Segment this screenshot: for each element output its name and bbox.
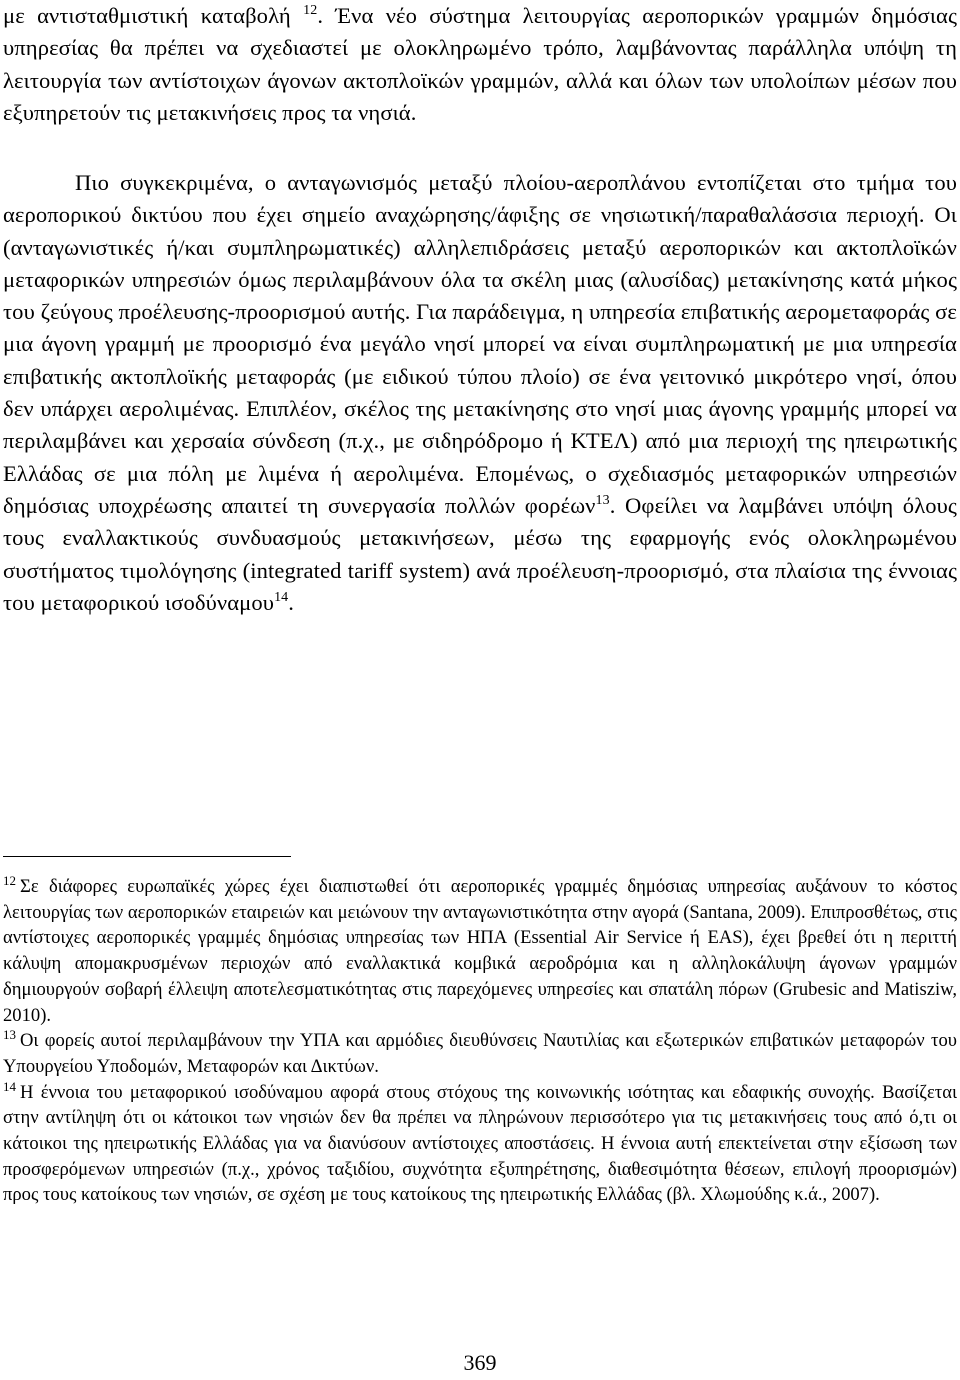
- footnote-number: 12: [3, 873, 16, 888]
- document-page: [3, 0, 957, 1380]
- footnote-ref-14: 14: [274, 589, 289, 605]
- footnote-text: Σε διάφορες ευρωπαϊκές χώρες έχει διαπιστωθεί ότι αεροπορικές γραμμές δημόσιας υπηρεσίας αυξάνουν το κόστος λειτουργίας των αεροπορικών εταιρειών και μειώνουν την ανταγωνιστικότητα στην αγορά (Santana, 2009). Επιπροσθέτως, στις αντίστοιχες αεροπορικές γραμμές δημόσιας υπηρεσίας των ΗΠΑ (Essential Air Service ή EAS), έχει βρεθεί ότι η περιττή κάλυψη απομακρυσμένων περιοχών από εναλλακτικά κομβικά αεροδρόμια και η αλληλοκάλυψη άγονων γραμμών δημιουργούν σοβαρή έλλειψη αποτελεσματικότητας στις παρεχόμενες υπηρεσίες και σπατάλη πόρων (Grubesic and Matisziw, 2010).: [3, 876, 957, 1026]
- page-number: 369: [463, 1350, 497, 1375]
- paragraph-2-text-end: .: [288, 589, 295, 615]
- footnote-ref-13: 13: [595, 492, 610, 508]
- footnote-number: 14: [3, 1078, 16, 1094]
- body-paragraph-2: [3, 167, 957, 619]
- footnote-ref-12: 12: [303, 3, 318, 18]
- footnote-text: Οι φορείς αυτοί περιλαμβάνουν την ΥΠΑ και αρμόδιες διευθύνσεις Ναυτιλίας και εξωτερικών επιβατικών μεταφορών του Υπουργείου Υποδομών, Μεταφορών και Δικτύων.: [3, 1030, 957, 1077]
- paragraph-2-text-middle: . Οφείλει να λαμβάνει υπόψη όλους τους εναλλακτικούς συνδυασμούς μετακινήσεων, μέσω της εφαρμογής ενός ολοκληρωμένου συστήματος τιμολόγησης (integrated tariff system) ανά προέλευση-προορισμό, στα πλαίσια της έννοιας του μεταφορικού ισοδύναμου: [3, 492, 957, 615]
- footnote-text: Η έννοια του μεταφορικού ισοδύναμου αφορά στους στόχους της κοινωνικής ισότητας και εδαφικής συνοχής. Βασίζεται στην αντίληψη ότι οι κάτοικοι των νησιών δεν θα πρέπει να πληρώνουν περισσότερο για τις μετακινήσεις τους από ό,τι οι κάτοικοι της ηπειρωτικής Ελλάδας για να διανύσουν αντίστοιχες αποστάσεις. Η έννοια αυτή επεκτείνεται στην εξίσωση των προσφερόμενων υπηρεσιών (π.χ., χρόνος ταξιδίου, συχνότητα εξυπηρέτησης, διαθεσιμότητα θέσεων, επιλογή προορισμών) προς τους κατοίκους των νησιών, σε σχέση με τους κατοίκους της ηπειρωτικής Ελλάδας (βλ. Χλωμούδης κ.ά., 2007).: [3, 1081, 957, 1206]
- footnote-12: [3, 874, 957, 1028]
- paragraph-1-text-end: . Ένα νέο σύστημα λειτουργίας αεροπορικών γραμμών δημόσιας υπηρεσίας θα πρέπει να σχεδιαστεί με ολοκληρωμένο τρόπο, λαμβάνοντας παράλληλα υπόψη τη λειτουργία των αντίστοιχων άγονων ακτοπλοϊκών γραμμών, αλλά και όλων των υπολοίπων μέσων που εξυπηρετούν τις μετακινήσεις προς τα νησιά.: [3, 3, 957, 125]
- footnotes-section: [3, 874, 957, 1208]
- footnote-13: [3, 1028, 957, 1079]
- footnote-number: 13: [3, 1027, 16, 1043]
- footnote-separator: [3, 856, 291, 857]
- paragraph-1-text-start: με αντισταθμιστική καταβολή: [3, 3, 291, 28]
- paragraph-2-text-start: Πιο συγκεκριμένα, ο ανταγωνισμός μεταξύ πλοίου-αεροπλάνου εντοπίζεται στο τμήμα του αεροπορικού δικτύου που έχει σημείο αναχώρησης/άφιξης σε νησιωτική/παραθαλάσσια περιοχή. Οι (ανταγωνιστικές ή/και συμπληρωματικές) αλληλεπιδράσεις μεταξύ αεροπορικών και ακτοπλοϊκών μεταφορικών υπηρεσιών όμως περιλαμβάνουν όλα τα σκέλη μιας (αλυσίδας) μετακίνησης κατά μήκος του ζεύγους προέλευσης-προορισμού αυτής. Για παράδειγμα, η υπηρεσία επιβατικής αερομεταφοράς σε μια άγονη γραμμή με προορισμό ένα μεγάλο νησί μπορεί να είναι συμπληρωματική με μια υπηρεσία επιβατικής ακτοπλοϊκής μεταφοράς (με ειδικού τύπου πλοίο) σε ένα γειτονικό μικρότερο νησί, όπου δεν υπάρχει αερολιμένας. Επιπλέον, σκέλος της μετακίνησης στο νησί μιας άγονης γραμμής μπορεί να περιλαμβάνει και χερσαία σύνδεση (π.χ., με σιδηρόδρομο ή ΚΤΕΛ) από μια περιοχή της ηπειρωτικής Ελλάδας σε μια πόλη με λιμένα ή αερολιμένα. Επομένως, ο σχεδιασμός μεταφορικών υπηρεσιών δημόσιας υποχρέωσης απαιτεί τη συνεργασία πολλών φορέων: [3, 170, 957, 518]
- body-paragraph-1: [3, 0, 957, 129]
- footnote-14: [3, 1080, 957, 1209]
